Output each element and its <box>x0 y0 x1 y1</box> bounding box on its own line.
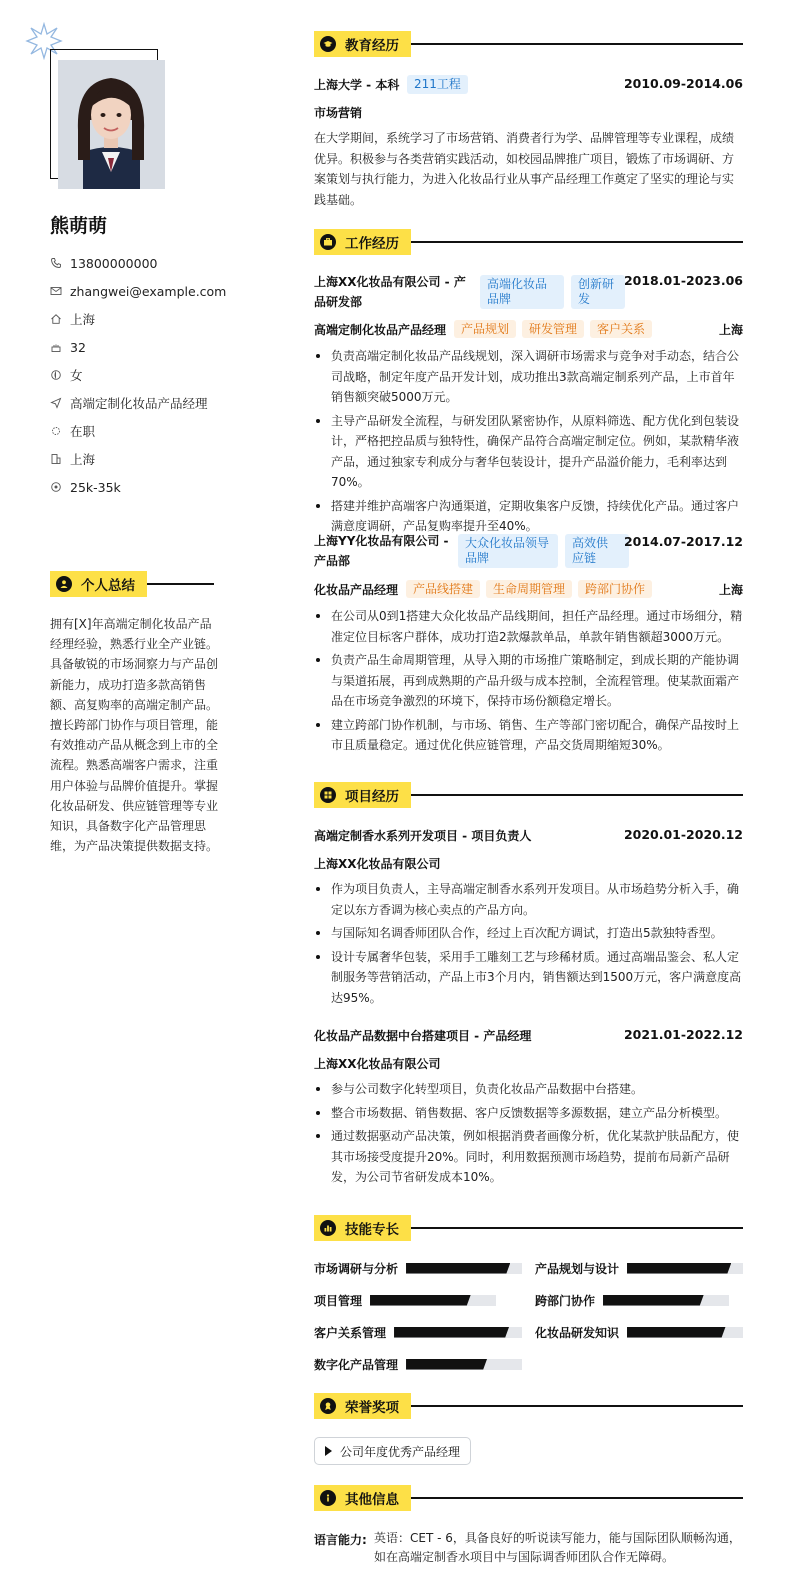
list-item: 设计专属奢华包装，采用手工雕刻工艺与珍稀材质。通过高端品鉴会、私人定制服务等营销活动，产品上市3个月内，销售额达到1500万元，客户满意度高达95%。 <box>314 947 743 1009</box>
job-bullets <box>314 606 743 759</box>
list-item: 搭建并维护高端客户沟通渠道，定期收集客户反馈，持续优化产品。通过客户满意度调研，产品复购率提升至40%。 <box>314 496 743 537</box>
school-name: 上海大学 - 本科 <box>314 78 400 92</box>
job-company: 上海YY化妆品有限公司 - 产品部 <box>314 534 449 568</box>
mail-icon <box>50 285 62 297</box>
phone-icon <box>50 257 62 269</box>
section-skills-header <box>314 1215 743 1241</box>
section-awards-header <box>314 1393 743 1419</box>
avatar <box>58 60 165 189</box>
section-title: 项目经历 <box>345 789 399 805</box>
project-name: 高端定制香水系列开发项目 - 项目负责人 <box>314 829 532 843</box>
info-age: 32 <box>50 333 240 361</box>
list-item: 主导产品研发全流程，与研发团队紧密协作，从原料筛选、配方优化到包装设计，严格把控品质与独特性，确保产品符合高端定制定位。例如，某款精华液产品，通过独家专利成分与奢华包装设计，提升产品溢价能力，毛利率达到70%。 <box>314 411 743 493</box>
job-location: 上海 <box>718 322 743 337</box>
info-status: 在职 <box>50 417 240 445</box>
job-role: 高端定制化妆品产品经理 <box>314 322 447 337</box>
section-work-header <box>314 229 743 255</box>
skill-fill <box>370 1295 471 1306</box>
skill-bar <box>603 1295 729 1306</box>
send-icon <box>50 397 62 409</box>
skill-tag: 产品线搭建 <box>406 580 480 598</box>
divider <box>411 43 743 44</box>
other-label: 语言能力: <box>314 1533 367 1547</box>
skill-tag: 研发管理 <box>522 320 584 338</box>
project-company: 上海XX化妆品有限公司 <box>314 857 441 871</box>
info-target-city: 上海 <box>50 445 240 473</box>
skill-fill <box>627 1263 731 1274</box>
skill-item: 项目管理 <box>314 1293 496 1307</box>
skill-item: 化妆品研发知识 <box>535 1325 743 1339</box>
list-item: 在公司从0到1搭建大众化妆品产品线期间，担任产品经理。通过市场细分，精准定位目标客户群体，成功打造2款爆款单品，单款年销售额超3000万元。 <box>314 606 743 647</box>
project-date: 2020.01-2020.12 <box>623 827 743 842</box>
skill-tag: 产品规划 <box>454 320 516 338</box>
job-date: 2014.07-2017.12 <box>623 534 743 549</box>
divider <box>411 794 743 795</box>
job-tag: 创新研 发 <box>571 275 625 309</box>
building-icon <box>50 453 62 465</box>
divider <box>147 583 214 584</box>
section-summary-header <box>50 571 214 597</box>
job-tag: 高端化妆品 品牌 <box>480 275 564 309</box>
award-item[interactable]: 公司年度优秀产品经理 <box>314 1437 471 1465</box>
list-item: 与国际知名调香师团队合作，经过上百次配方调试，打造出5款独特香型。 <box>314 923 743 944</box>
list-item: 参与公司数字化转型项目，负责化妆品产品数据中台搭建。 <box>314 1079 743 1100</box>
list-item: 作为项目负责人，主导高端定制香水系列开发项目。从市场趋势分析入手，确定以东方香调为核心卖点的产品方向。 <box>314 879 743 920</box>
job-role-row <box>314 580 743 598</box>
job-date: 2018.01-2023.06 <box>623 273 743 288</box>
home-icon <box>50 313 62 325</box>
section-projects-header <box>314 782 743 808</box>
skill-fill <box>627 1327 726 1338</box>
award-icon <box>320 1398 336 1414</box>
briefcase-icon <box>320 234 336 250</box>
gender-icon <box>50 369 62 381</box>
info-icon <box>320 1490 336 1506</box>
project-company: 上海XX化妆品有限公司 <box>314 1057 441 1071</box>
contact-info-list <box>50 249 240 501</box>
skill-fill <box>406 1263 510 1274</box>
summary-text: 拥有[X]年高端定制化妆品产品经理经验，熟悉行业全产业链。具备敏锐的市场洞察力与产品创新能力，成功打造多款高销售额、高复购率的高端定制产品。擅长跨部门协作与项目管理，能有效推动产品从概念到上市的全流程。熟悉高端客户需求，注重用户体验与品牌价值提升。掌握化妆品研发、供应链管理等专业知识，具备数字化产品管理思维，为产品决策提供数据支持。 <box>50 617 219 854</box>
info-phone: 13800000000 <box>50 249 240 277</box>
list-item: 建立跨部门协作机制，与市场、销售、生产等部门密切配合，确保产品按时上市且质量稳定。通过优化供应链管理，产品交货周期缩短30%。 <box>314 715 743 756</box>
job-company: 上海XX化妆品有限公司 - 产 品研发部 <box>314 275 466 309</box>
job-tag: 大众化妆品领导 品牌 <box>458 534 558 568</box>
user-icon <box>56 576 72 592</box>
section-title: 教育经历 <box>345 38 399 54</box>
education-date: 2010.09-2014.06 <box>623 76 743 91</box>
list-item: 负责高端定制化妆品产品线规划，深入调研市场需求与竞争对手动态，结合公司战略，制定年度产品开发计划，成功推出3款高端定制系列产品，上市首年销售额突破5000万元。 <box>314 346 743 408</box>
education-major: 市场营销 <box>314 106 363 120</box>
info-target-role: 高端定制化妆品产品经理 <box>50 389 240 417</box>
list-item: 通过数据驱动产品决策，例如根据消费者画像分析，优化某款护肤品配方，使其市场接受度提升20%。同时，利用数据预测市场趋势，提前布局新产品研发，为公司节省研发成本10%。 <box>314 1126 743 1188</box>
section-other-header <box>314 1485 743 1511</box>
salary-icon <box>50 481 62 493</box>
project-date: 2021.01-2022.12 <box>623 1027 743 1042</box>
divider <box>411 1227 743 1228</box>
skill-bar <box>627 1263 743 1274</box>
skill-item: 跨部门协作 <box>535 1293 729 1307</box>
skill-bar <box>406 1359 522 1370</box>
project-name: 化妆品产品数据中台搭建项目 - 产品经理 <box>314 1029 532 1043</box>
skill-item: 数字化产品管理 <box>314 1357 522 1371</box>
skill-item: 产品规划与设计 <box>535 1261 743 1275</box>
skill-item: 市场调研与分析 <box>314 1261 522 1275</box>
school-tag: 211工程 <box>407 75 468 94</box>
skill-bar <box>370 1295 496 1306</box>
section-title: 荣誉奖项 <box>345 1400 399 1416</box>
skill-tag: 生命周期管理 <box>486 580 572 598</box>
section-title: 其他信息 <box>345 1492 399 1508</box>
section-title: 工作经历 <box>345 236 399 252</box>
divider <box>411 1405 743 1406</box>
grid-icon <box>320 787 336 803</box>
education-description: 在大学期间，系统学习了市场营销、消费者行为学、品牌管理等专业课程，成绩优异。积极参与各类营销实践活动，如校园品牌推广项目，锻炼了市场调研、方案策划与执行能力，为进入化妆品行业从事产品经理工作奠定了坚实的理论与实践基础。 <box>314 131 735 207</box>
job-tag: 高效供 应链 <box>565 534 629 568</box>
project-bullets <box>314 1079 743 1191</box>
list-item: 负责产品生命周期管理，从导入期的市场推广策略制定，到成长期的产能协调与渠道拓展，再到成熟期的产品升级与成本控制，全流程管理。使某款面霜产品在市场竞争激烈的环境下，保持市场份额稳定增长。 <box>314 650 743 712</box>
divider <box>411 241 743 242</box>
skill-bar <box>406 1263 522 1274</box>
skill-fill <box>603 1295 704 1306</box>
status-icon <box>50 425 62 437</box>
info-email: zhangwei@example.com <box>50 277 240 305</box>
skill-item: 客户关系管理 <box>314 1325 522 1339</box>
job-role-row <box>314 320 743 338</box>
divider <box>411 1497 743 1498</box>
info-gender: 女 <box>50 361 240 389</box>
list-item: 整合市场数据、销售数据、客户反馈数据等多源数据，建立产品分析模型。 <box>314 1103 743 1124</box>
skill-tag: 跨部门协作 <box>578 580 652 598</box>
job-role: 化妆品产品经理 <box>314 582 399 597</box>
job-bullets <box>314 346 743 540</box>
section-education-header <box>314 31 743 57</box>
bar-chart-icon <box>320 1220 336 1236</box>
skill-fill <box>394 1327 509 1338</box>
info-salary: 25k-35k <box>50 473 240 501</box>
other-text: 英语：CET - 6，具备良好的听说读写能力，能与国际团队顺畅沟通， 如在高端定制香水项目中与国际调香师团队合作无障碍。 <box>374 1531 741 1564</box>
skill-bar <box>394 1327 522 1338</box>
skill-bar <box>627 1327 743 1338</box>
job-location: 上海 <box>718 582 743 597</box>
graduation-cap-icon <box>320 36 336 52</box>
candidate-name: 熊萌萌 <box>50 215 108 237</box>
age-icon <box>50 341 62 353</box>
info-city: 上海 <box>50 305 240 333</box>
section-title: 技能专长 <box>345 1222 399 1238</box>
section-title: 个人总结 <box>81 578 135 594</box>
play-icon <box>325 1446 332 1456</box>
project-bullets <box>314 879 743 1011</box>
skill-fill <box>406 1359 487 1370</box>
skill-tag: 客户关系 <box>590 320 652 338</box>
sidebar <box>0 0 240 1570</box>
